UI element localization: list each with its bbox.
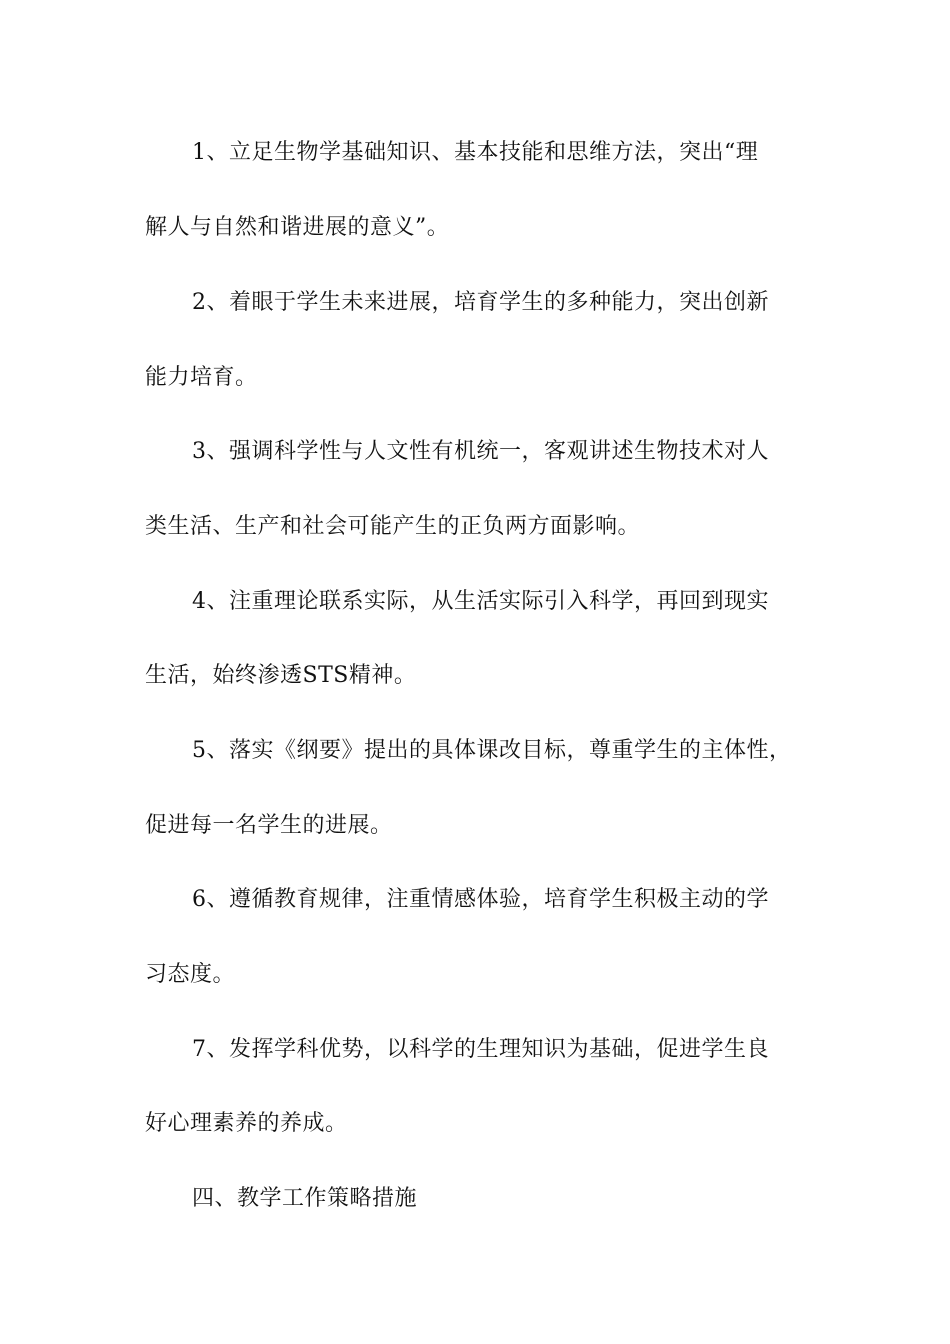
paragraph-2-line-2: 能力培育。 bbox=[145, 365, 258, 390]
paragraph-4-line-1: 4、注重理论联系实际，从生活实际引入科学，再回到现实 bbox=[192, 589, 769, 614]
paragraph-2-line-1: 2、着眼于学生未来进展，培育学生的多种能力，突出创新 bbox=[192, 290, 769, 315]
paragraph-6-line-2: 习态度。 bbox=[145, 962, 236, 987]
paragraph-1-line-1: 1、立足生物学基础知识、基本技能和思维方法，突出“理 bbox=[192, 140, 759, 165]
section-heading: 四、教学工作策略措施 bbox=[192, 1186, 418, 1211]
paragraph-1-line-2: 解人与自然和谐进展的意义”。 bbox=[145, 215, 450, 240]
paragraph-5-line-2: 促进每一名学生的进展。 bbox=[145, 813, 393, 838]
paragraph-4-line-2: 生活，始终渗透STS精神。 bbox=[145, 663, 417, 688]
paragraph-3-line-2: 类生活、生产和社会可能产生的正负两方面影响。 bbox=[145, 514, 641, 539]
paragraph-3-line-1: 3、强调科学性与人文性有机统一，客观讲述生物技术对人 bbox=[192, 439, 769, 464]
paragraph-7-line-1: 7、发挥学科优势，以科学的生理知识为基础，促进学生良 bbox=[192, 1037, 769, 1062]
paragraph-7-line-2: 好心理素养的养成。 bbox=[145, 1111, 348, 1136]
paragraph-5-line-1: 5、落实《纲要》提出的具体课改目标，尊重学生的主体性， bbox=[192, 738, 792, 763]
paragraph-6-line-1: 6、遵循教育规律，注重情感体验，培育学生积极主动的学 bbox=[192, 887, 769, 912]
